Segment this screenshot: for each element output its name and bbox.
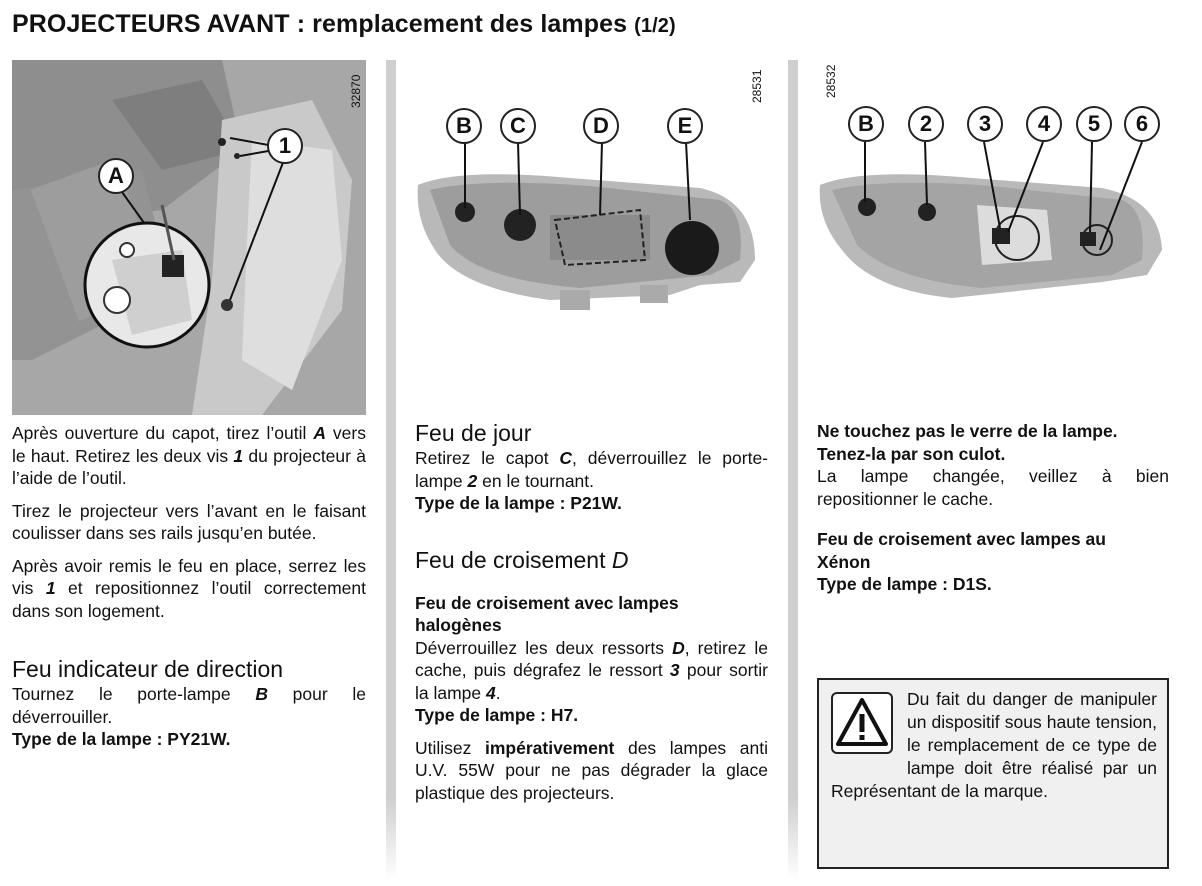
warning-base: Tenez-la par son culot. [817, 443, 1006, 464]
text-run: vers le haut. Retirez les deux vis [12, 423, 366, 466]
text-run: pour sortir la lampe [415, 660, 768, 703]
page-title-main: PROJECTEURS AVANT : remplacement des lampes [12, 10, 628, 38]
figure-number: 32870 [349, 74, 363, 108]
text-run: , retirez le cache, puis dégrafez le ressort [415, 637, 768, 680]
figure-headlight-halogen [400, 60, 780, 415]
callout-D: D [583, 108, 619, 144]
figure-number: 28532 [824, 64, 838, 98]
text-run: 2 [467, 470, 478, 491]
heading-low-beam [415, 547, 768, 574]
text-run: 1 [233, 445, 244, 466]
text-run: du projecteur à l’aide de l’outil. [12, 445, 366, 488]
text-run: . [495, 682, 501, 703]
heading-day-light: Feu de jour [415, 420, 532, 446]
callout-E: E [667, 108, 703, 144]
text-run: impérativement [485, 737, 615, 758]
callout-1: 1 [267, 128, 303, 164]
paragraph-uv [415, 737, 768, 805]
paragraph-indicator [12, 683, 366, 728]
type-indicator: Type de la lampe : PY21W. [12, 729, 231, 749]
callout-A: A [98, 158, 134, 194]
paragraph-halogen [415, 637, 768, 705]
figure-engine-bay [12, 60, 366, 415]
warning-glass: Ne touchez pas le verre de la lampe. [817, 421, 1118, 441]
heading-low-beam-letter: D [611, 546, 629, 573]
text-run: , déverrouillez le porte-lampe [415, 448, 768, 491]
heading-halogen: Feu de croisement avec lampes halogènes [415, 592, 679, 635]
type-day-light: Type de la lampe : P21W. [415, 493, 622, 513]
text-run: A [313, 423, 326, 443]
text-run: 1 [45, 578, 56, 598]
text-run: Tournez le porte-lampe [12, 684, 256, 704]
paragraph-refit [12, 555, 366, 623]
right-column-text [817, 420, 1169, 596]
middle-column-text [415, 420, 768, 804]
heading-xenon: Feu de croisement avec lampes au Xénon [817, 529, 1106, 572]
text-run: 3 [669, 660, 680, 680]
type-halogen: Type de lampe : H7. [415, 705, 579, 725]
callout-C: C [500, 108, 536, 144]
warning-box [817, 678, 1169, 869]
heading-low-beam-text: Feu de croisement [415, 546, 612, 573]
text-run: en le tournant. [477, 470, 595, 491]
text-run: Utilisez [415, 737, 485, 758]
type-xenon: Type de lampe : D1S. [817, 574, 992, 594]
paragraph-pull-headlight: Tirez le projecteur vers l’avant en le faisant coulisser dans ses rails jusqu’en butée. [12, 500, 366, 543]
text-run: des lampes anti U.V. 55W pour ne pas dégrader la glace plastique des projecteurs. [415, 737, 768, 803]
paragraph-open-hood [12, 422, 366, 490]
figure-number: 28531 [750, 69, 764, 103]
callout-B: B [446, 108, 482, 144]
text-run: 4 [486, 682, 496, 703]
callout-5: 5 [1076, 106, 1112, 142]
text-run: Après avoir remis le feu en place, serrez les vis [12, 555, 366, 598]
text-run: B [255, 684, 268, 704]
callout-3: 3 [967, 106, 1003, 142]
text-run: pour le déverrouiller. [12, 684, 366, 727]
callout-2: 2 [908, 106, 944, 142]
figure-headlight-xenon [802, 60, 1182, 415]
warning-text: Du fait du danger de manipuler un dispositif sous haute tension, le remplacement de ce type de lampe doit être réalisé par un Représentant de la marque. [831, 689, 1157, 801]
callout-4: 4 [1026, 106, 1062, 142]
page-number: (1/2) [634, 15, 676, 37]
warning-icon-spacer [831, 688, 907, 778]
text-run: Déverrouillez les deux ressorts [415, 637, 673, 658]
left-column-text [12, 422, 366, 751]
paragraph-cache: La lampe changée, veillez à bien repositionner le cache. [817, 466, 1169, 509]
page-title [12, 10, 676, 39]
paragraph-day-light [415, 447, 768, 492]
column-divider-left [386, 60, 396, 880]
text-run: Après ouverture du capot, tirez l’outil [12, 423, 314, 443]
text-run: C [559, 448, 573, 468]
heading-indicator: Feu indicateur de direction [12, 656, 284, 682]
text-run: et repositionnez l’outil correctement dans son logement. [12, 578, 366, 621]
callout-6: 6 [1124, 106, 1160, 142]
text-run: Retirez le capot [415, 448, 560, 468]
column-divider-right [788, 60, 798, 880]
text-run: D [672, 637, 685, 658]
callout-B: B [848, 106, 884, 142]
engine-bay-drawing [12, 60, 366, 415]
